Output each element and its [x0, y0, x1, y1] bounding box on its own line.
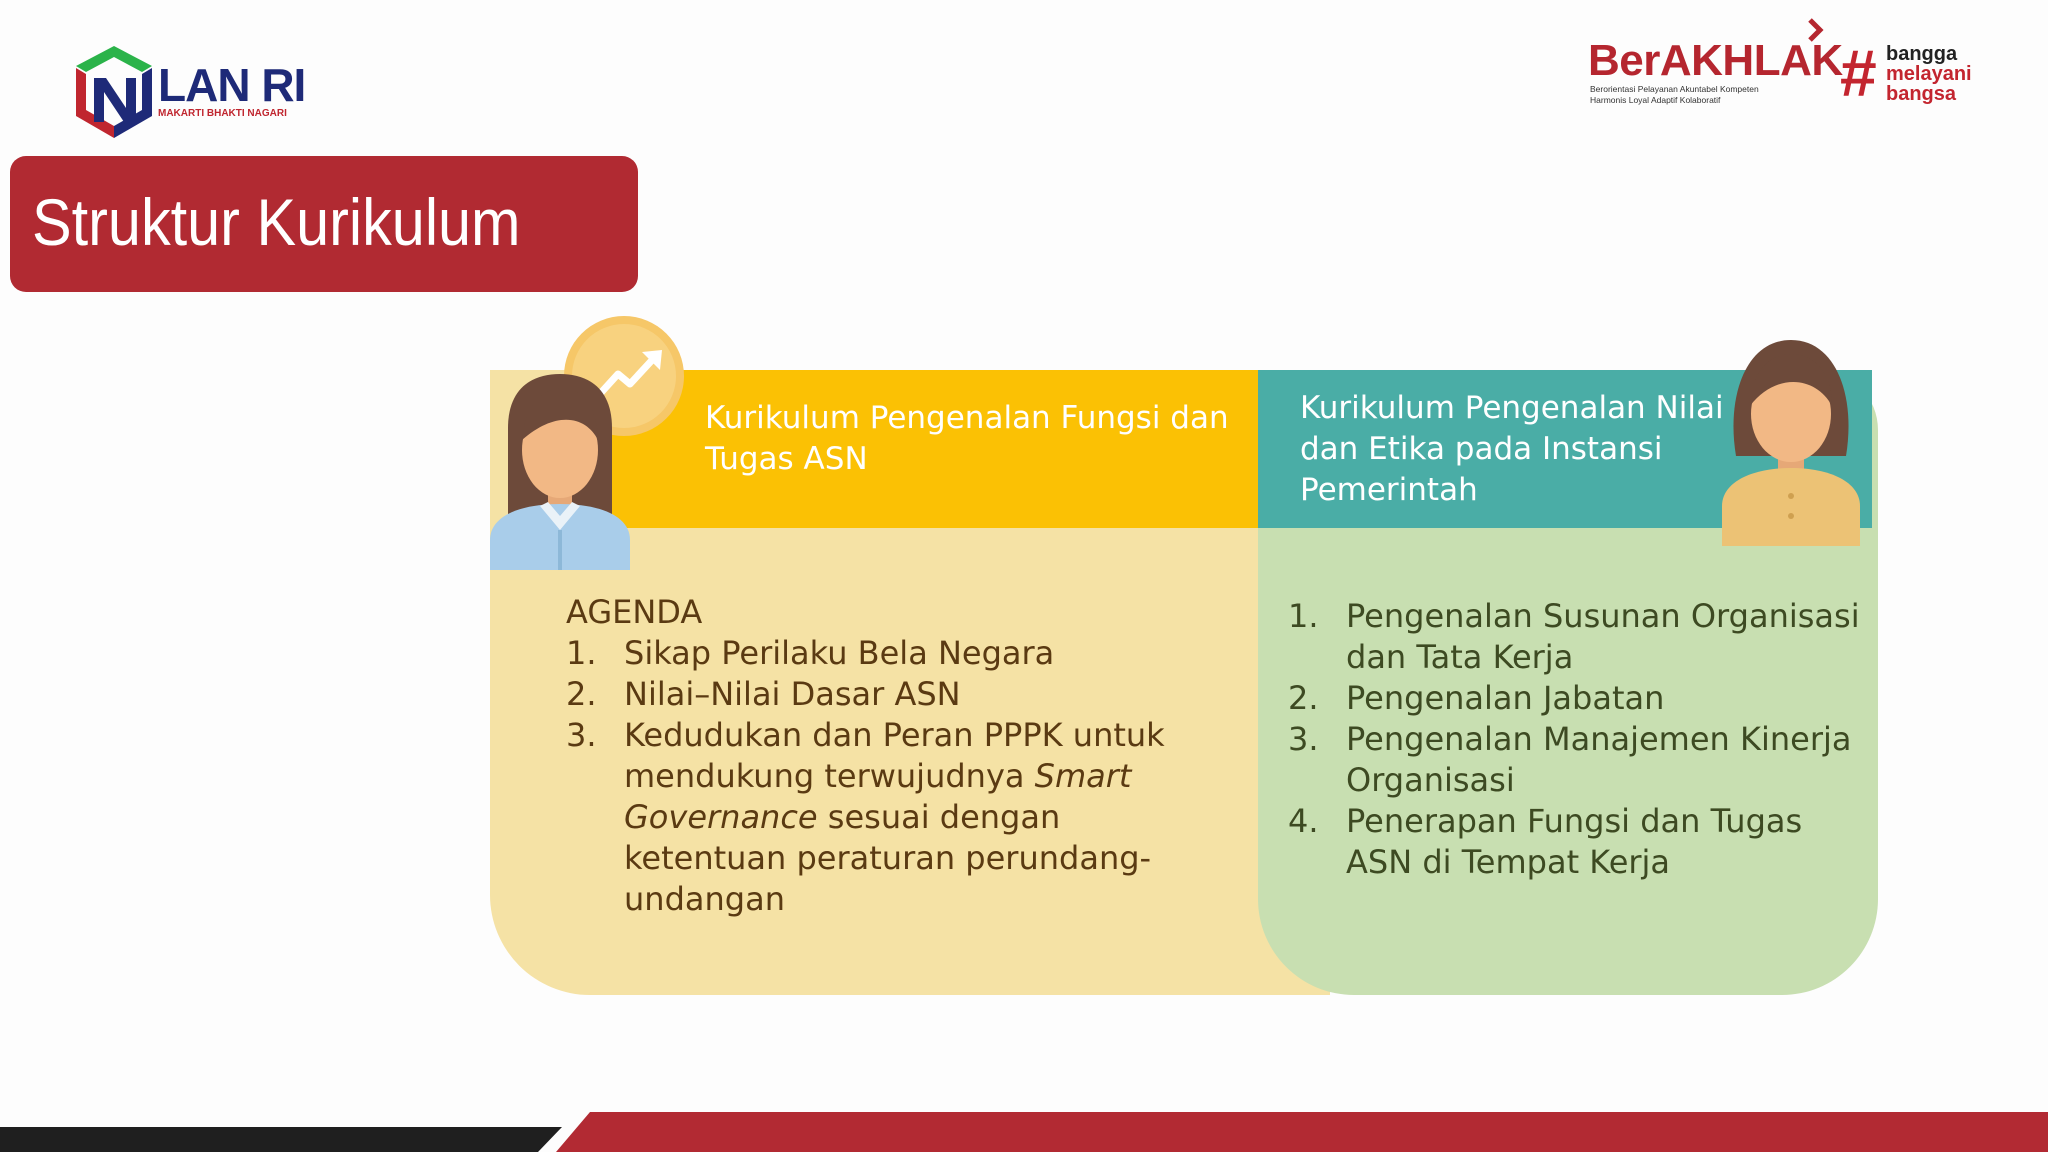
woman-avatar-icon — [490, 370, 630, 570]
list-text: Nilai–Nilai Dasar ASN — [624, 675, 961, 713]
list-item — [566, 633, 1206, 674]
right-header-text: Kurikulum Pengenalan Nilai dan Etika pada Instansi Pemerintah — [1300, 390, 1724, 508]
list-number: 2. — [1288, 679, 1319, 717]
list-text — [624, 716, 1165, 918]
logo-tagline: MAKARTI BHAKTI NAGARI — [158, 108, 287, 119]
list-text-italic: Smart Governance — [624, 757, 1132, 836]
list-text: Penerapan Fungsi dan Tugas ASN di Tempat Kerja — [1346, 802, 1803, 881]
page-title: Struktur Kurikulum — [32, 185, 521, 259]
hashtag-icon: # — [1840, 36, 1877, 110]
list-item — [566, 715, 1206, 920]
list-text: Pengenalan Jabatan — [1346, 679, 1665, 717]
bangga-melayani-bangsa-logo — [1840, 36, 2000, 120]
lan-ri-logo — [72, 44, 312, 140]
brand-subtitle-line: Harmonis Loyal Adaptif Kolaboratif — [1590, 95, 1721, 105]
brand-subtitle-line: Berorientasi Pelayanan Akuntabel Kompeten — [1590, 84, 1759, 94]
list-item — [1288, 678, 1868, 719]
brand-title: BerAKHLAK — [1588, 36, 1843, 85]
curriculum-list — [1288, 596, 1868, 883]
left-header-text: Kurikulum Pengenalan Fungsi dan Tugas ASN — [705, 400, 1229, 477]
hashtag-line: melayani — [1886, 63, 1972, 85]
list-item — [1288, 596, 1868, 678]
list-text-part: sesuai dengan ketentuan peraturan perundang-undangan — [624, 798, 1152, 918]
hashtag-line: bangga — [1886, 43, 1958, 65]
list-text: Pengenalan Manajemen Kinerja Organisasi — [1346, 720, 1852, 799]
list-item — [566, 674, 1206, 715]
brand-subtitle — [1590, 84, 1830, 106]
list-text: Pengenalan Susunan Organisasi dan Tata Kerja — [1346, 597, 1860, 676]
agenda-block — [566, 592, 1206, 920]
list-number: 4. — [1288, 802, 1319, 840]
hashtag-text — [1886, 44, 1972, 104]
lan-ri-logo-icon — [72, 44, 156, 140]
agenda-label: AGENDA — [566, 593, 703, 631]
list-number: 2. — [566, 675, 597, 713]
list-text-part: Kedudukan dan Peran PPPK untuk mendukung terwujudnya — [624, 716, 1165, 795]
list-text: Sikap Perilaku Bela Negara — [624, 634, 1055, 672]
list-number: 1. — [566, 634, 597, 672]
right-list-block — [1288, 596, 1868, 883]
bottom-decor-bar — [0, 1112, 2048, 1152]
list-number: 3. — [566, 716, 597, 754]
logo-name: LAN RI — [158, 59, 306, 111]
berakhlak-logo — [1586, 18, 1843, 118]
agenda-list — [566, 633, 1206, 920]
hashtag-line: bangsa — [1886, 83, 1957, 105]
title-banner — [10, 156, 638, 292]
list-item — [1288, 719, 1868, 801]
list-number: 1. — [1288, 597, 1319, 635]
list-item — [1288, 801, 1868, 883]
list-number: 3. — [1288, 720, 1319, 758]
